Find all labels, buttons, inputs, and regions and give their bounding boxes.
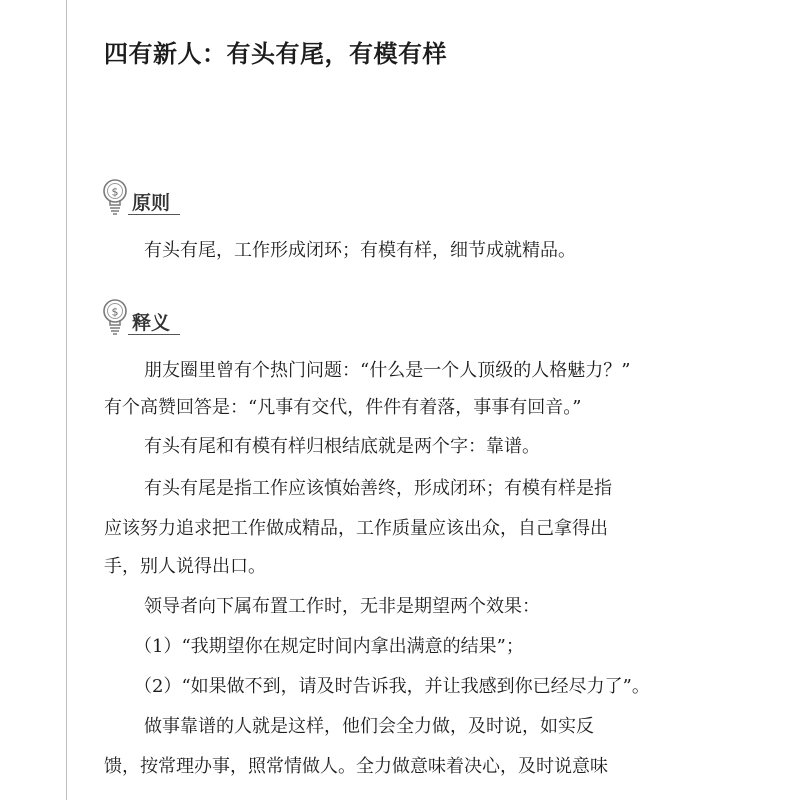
principle-text: 有头有尾，工作形成闭环；有模有样，细节成就精品。 [144,240,576,261]
body-line: 有个高赞回答是：“凡事有交代，件件有着落，事事有回音。” [104,397,582,418]
heading-underline [128,334,180,335]
page-title: 四有新人：有头有尾，有模有样 [104,39,447,68]
section-heading-label: 原则 [132,192,171,214]
lightbulb-dollar-icon [102,298,128,336]
body-line: 应该努力追求把工作做成精品，工作质量应该出众，自己拿得出 [104,518,608,539]
body-line: 有头有尾和有模有样归根结底就是两个字：靠谱。 [144,436,540,457]
body-line: （2）“如果做不到，请及时告诉我，并让我感到你已经尽力了”。 [134,676,650,697]
heading-underline [128,214,180,215]
body-line: 领导者向下属布置工作时，无非是期望两个效果： [144,596,540,617]
lightbulb-dollar-icon [102,178,128,216]
svg-text:$: $ [111,185,119,199]
body-line: 馈，按常理办事，照常情做人。全力做意味着决心，及时说意味 [104,756,608,777]
svg-text:$: $ [111,305,119,319]
body-line: 朋友圈里曾有个热门问题：“什么是一个人顶级的人格魅力？” [144,360,631,381]
page-margin-rule [66,0,67,800]
section-heading-label: 释义 [132,312,171,334]
body-line: 有头有尾是指工作应该慎始善终，形成闭环；有模有样是指 [144,478,612,499]
section-heading-interpretation [102,298,182,338]
body-line: 做事靠谱的人就是这样，他们会全力做，及时说，如实反 [144,716,594,737]
body-line: 手，别人说得出口。 [104,556,266,577]
section-heading-principle [102,178,182,218]
body-line: （1）“我期望你在规定时间内拿出满意的结果”； [134,636,524,657]
